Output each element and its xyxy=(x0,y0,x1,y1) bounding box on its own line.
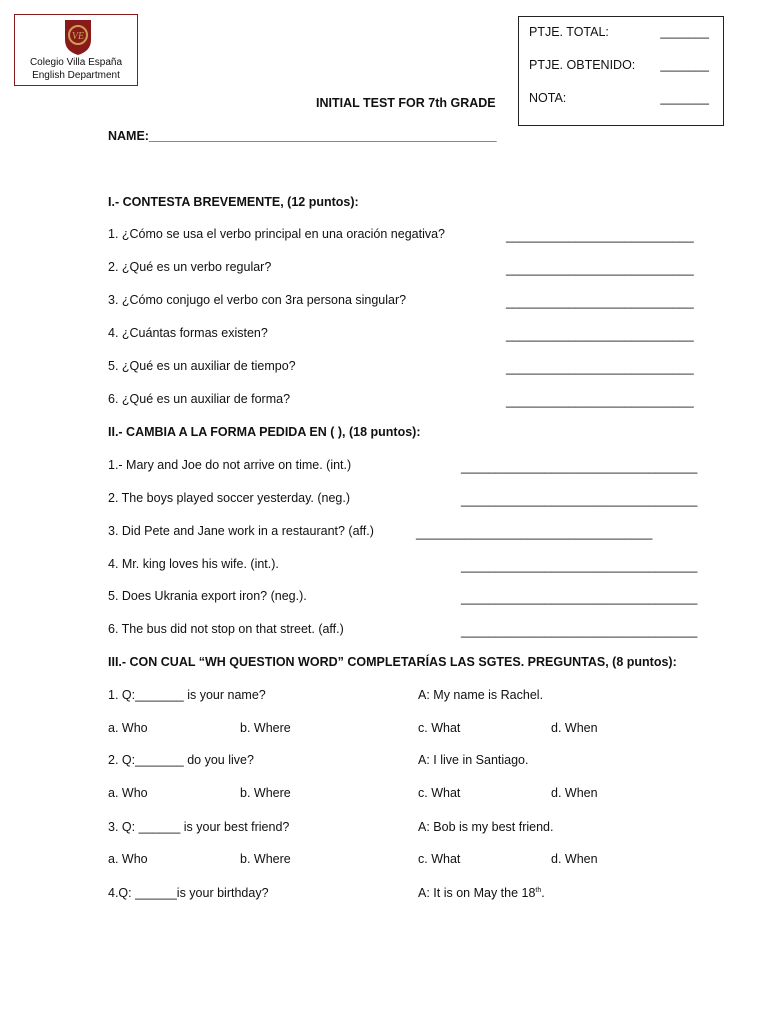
wh-question: 2. Q:_______ do you live? xyxy=(108,753,254,767)
wh-answer xyxy=(418,886,545,900)
answer-blank: __________________________________ xyxy=(461,624,698,638)
question-text: 5. Does Ukrania export iron? (neg.). xyxy=(108,589,307,603)
svg-text:VE: VE xyxy=(71,31,85,42)
score-label: PTJE. OBTENIDO: xyxy=(529,58,636,72)
answer-blank: __________________________________ xyxy=(461,591,698,605)
answer-blank: ___________________________ xyxy=(506,394,694,408)
wh-question: 3. Q: ______ is your best friend? xyxy=(108,820,290,834)
question-text: 2. The boys played soccer yesterday. (neg.) xyxy=(108,491,351,505)
question-text: 5. ¿Qué es un auxiliar de tiempo? xyxy=(108,359,296,373)
option-c: c. What xyxy=(418,786,461,800)
name-field: NAME:__________________________________________________ xyxy=(108,129,497,143)
answer-blank: __________________________________ xyxy=(461,493,698,507)
question-text: 1. ¿Cómo se usa el verbo principal en una oración negativa? xyxy=(108,227,446,241)
question-text: 3. ¿Cómo conjugo el verbo con 3ra persona singular? xyxy=(108,293,407,307)
answer-blank: __________________________________ xyxy=(416,526,653,540)
logo-department: English Department xyxy=(32,70,120,81)
page-title: INITIAL TEST FOR 7th GRADE xyxy=(316,96,496,110)
question-text: 4. ¿Cuántas formas existen? xyxy=(108,326,268,340)
wh-answer: A: My name is Rachel. xyxy=(418,688,544,702)
option-d: d. When xyxy=(551,852,598,866)
wh-answer: A: Bob is my best friend. xyxy=(418,820,554,834)
score-blank: _______ xyxy=(660,91,709,105)
answer-blank: ___________________________ xyxy=(506,229,694,243)
section-2-heading: II.- CAMBIA A LA FORMA PEDIDA EN ( ), (18 puntos): xyxy=(108,425,421,439)
option-c: c. What xyxy=(418,852,461,866)
question-text: 2. ¿Qué es un verbo regular? xyxy=(108,260,272,274)
score-row-grade xyxy=(529,91,709,107)
section-1-heading: I.- CONTESTA BREVEMENTE, (12 puntos): xyxy=(108,195,359,209)
score-box xyxy=(518,16,724,126)
school-seal-icon xyxy=(63,18,93,56)
option-d: d. When xyxy=(551,721,598,735)
option-a: a. Who xyxy=(108,852,148,866)
answer-blank: __________________________________ xyxy=(461,460,698,474)
ordinal-suffix: th xyxy=(535,886,542,894)
question-text: 3. Did Pete and Jane work in a restaurant? (aff.) xyxy=(108,524,374,538)
question-text: 6. The bus did not stop on that street. (aff.) xyxy=(108,622,344,636)
score-row-total xyxy=(529,25,709,41)
answer-blank: ___________________________ xyxy=(506,361,694,375)
option-a: a. Who xyxy=(108,721,148,735)
wh-answer-end: . xyxy=(541,886,545,900)
option-d: d. When xyxy=(551,786,598,800)
wh-answer-text: A: It is on May the 18 xyxy=(418,886,536,900)
answer-blank: __________________________________ xyxy=(461,559,698,573)
logo-school-name: Colegio Villa España xyxy=(29,57,123,68)
question-text: 1.- Mary and Joe do not arrive on time. (int.) xyxy=(108,458,352,472)
option-b: b. Where xyxy=(240,721,291,735)
score-label: NOTA: xyxy=(529,91,567,105)
answer-blank: ___________________________ xyxy=(506,295,694,309)
school-logo xyxy=(14,14,138,86)
option-c: c. What xyxy=(418,721,461,735)
wh-question: 1. Q:_______ is your name? xyxy=(108,688,266,702)
wh-question: 4.Q: ______is your birthday? xyxy=(108,886,269,900)
answer-blank: ___________________________ xyxy=(506,328,694,342)
section-3-heading: III.- CON CUAL “WH QUESTION WORD” COMPLETARÍAS LAS SGTES. PREGUNTAS, (8 puntos): xyxy=(108,655,677,669)
question-text: 6. ¿Qué es un auxiliar de forma? xyxy=(108,392,291,406)
score-label: PTJE. TOTAL: xyxy=(529,25,609,39)
option-b: b. Where xyxy=(240,786,291,800)
score-blank: _______ xyxy=(660,58,709,72)
answer-blank: ___________________________ xyxy=(506,262,694,276)
option-a: a. Who xyxy=(108,786,148,800)
wh-answer: A: I live in Santiago. xyxy=(418,753,529,767)
score-blank: _______ xyxy=(660,25,709,39)
option-b: b. Where xyxy=(240,852,291,866)
score-row-obtained xyxy=(529,58,709,74)
question-text: 4. Mr. king loves his wife. (int.). xyxy=(108,557,279,571)
